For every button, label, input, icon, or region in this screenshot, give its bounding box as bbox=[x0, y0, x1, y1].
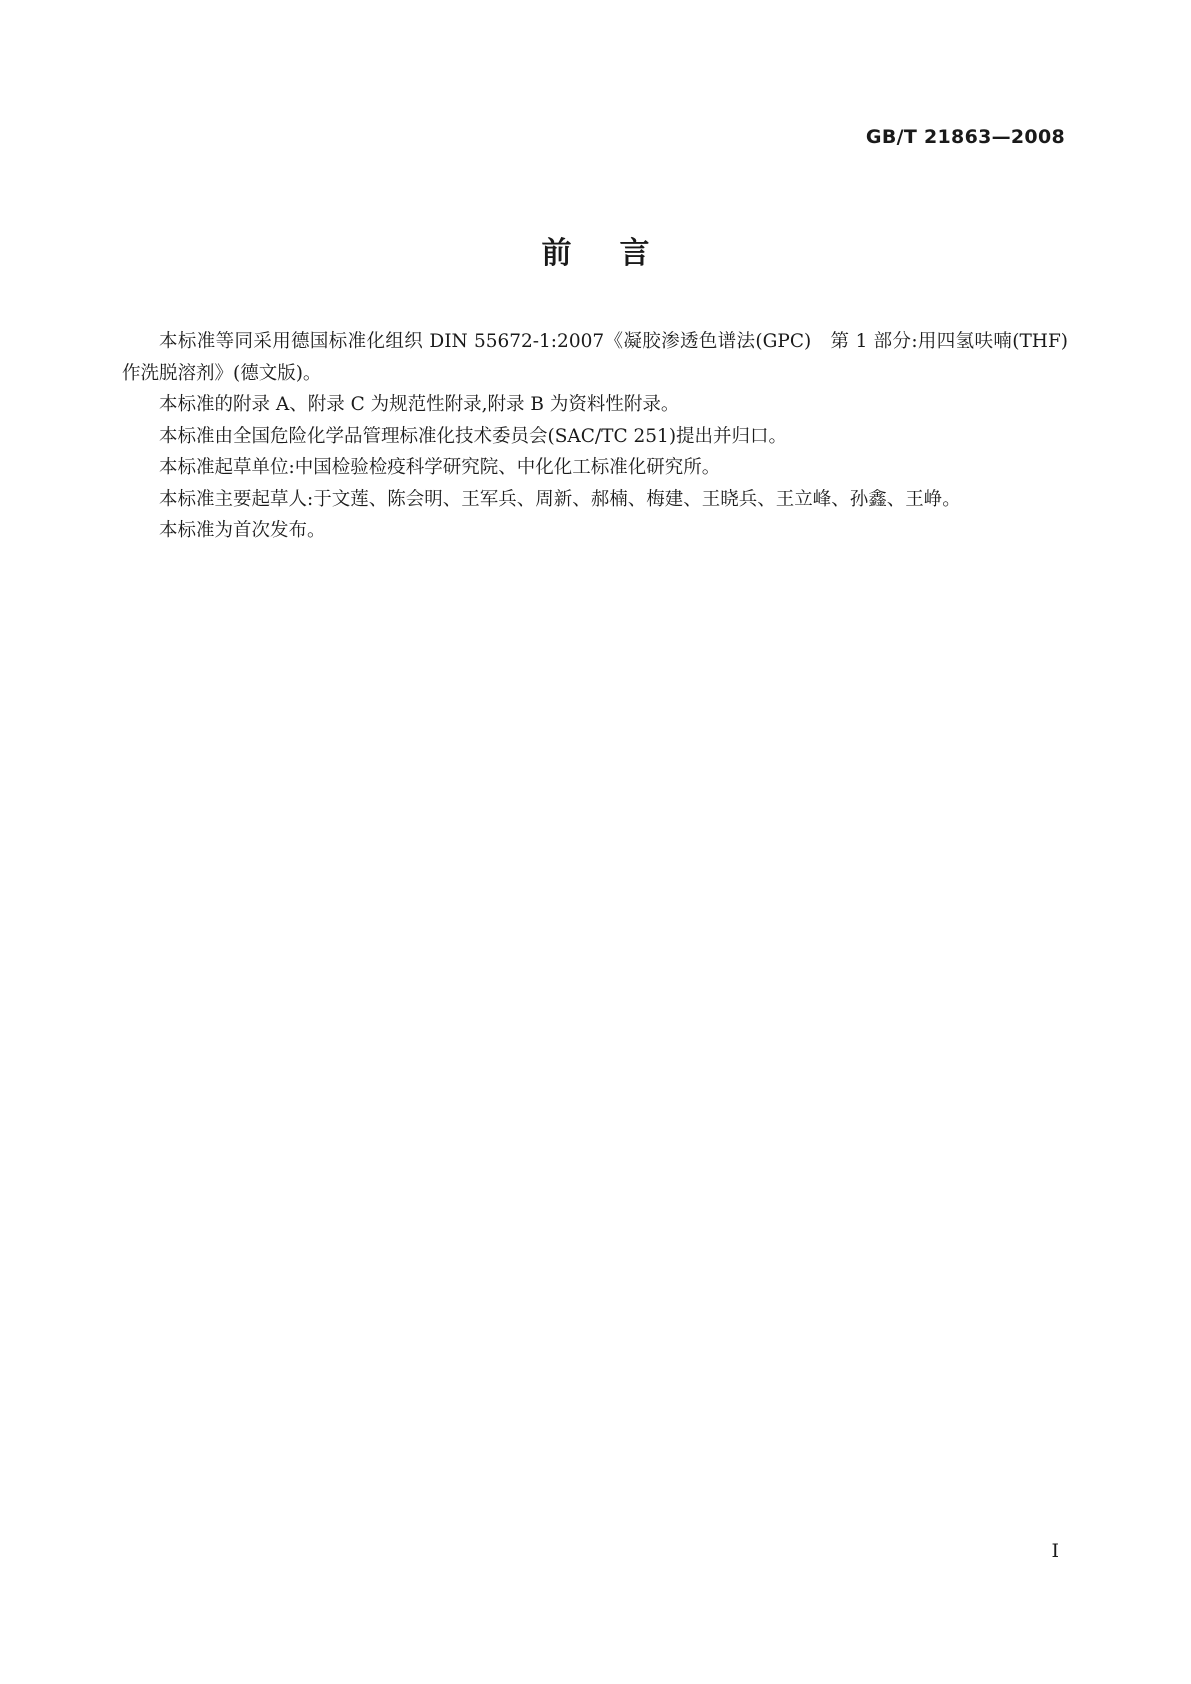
page-number: I bbox=[1051, 1540, 1059, 1562]
paragraph-annexes: 本标准的附录 A、附录 C 为规范性附录,附录 B 为资料性附录。 bbox=[159, 394, 680, 415]
paragraph-first-release: 本标准为首次发布。 bbox=[159, 520, 326, 541]
standard-number: GB/T 21863—2008 bbox=[865, 126, 1065, 148]
paragraph-drafters: 本标准主要起草人:于文莲、陈会明、王军兵、周新、郝楠、梅建、王晓兵、王立峰、孙鑫、王峥。 bbox=[159, 488, 961, 510]
paragraph-adoption: 本标准等同采用德国标准化组织 DIN 55672-1:2007《凝胶渗透色谱法(GPC) 第 1 部分:用四氢呋喃(THF)作洗脱溶剂》(德文版)。 bbox=[122, 331, 1068, 384]
foreword-body bbox=[122, 326, 1068, 547]
page-title: 前言 bbox=[541, 236, 698, 271]
paragraph-drafting-units: 本标准起草单位:中国检验检疫科学研究院、中化化工标准化研究所。 bbox=[159, 457, 721, 478]
paragraph-proposer: 本标准由全国危险化学品管理标准化技术委员会(SAC/TC 251)提出并归口。 bbox=[159, 425, 788, 447]
